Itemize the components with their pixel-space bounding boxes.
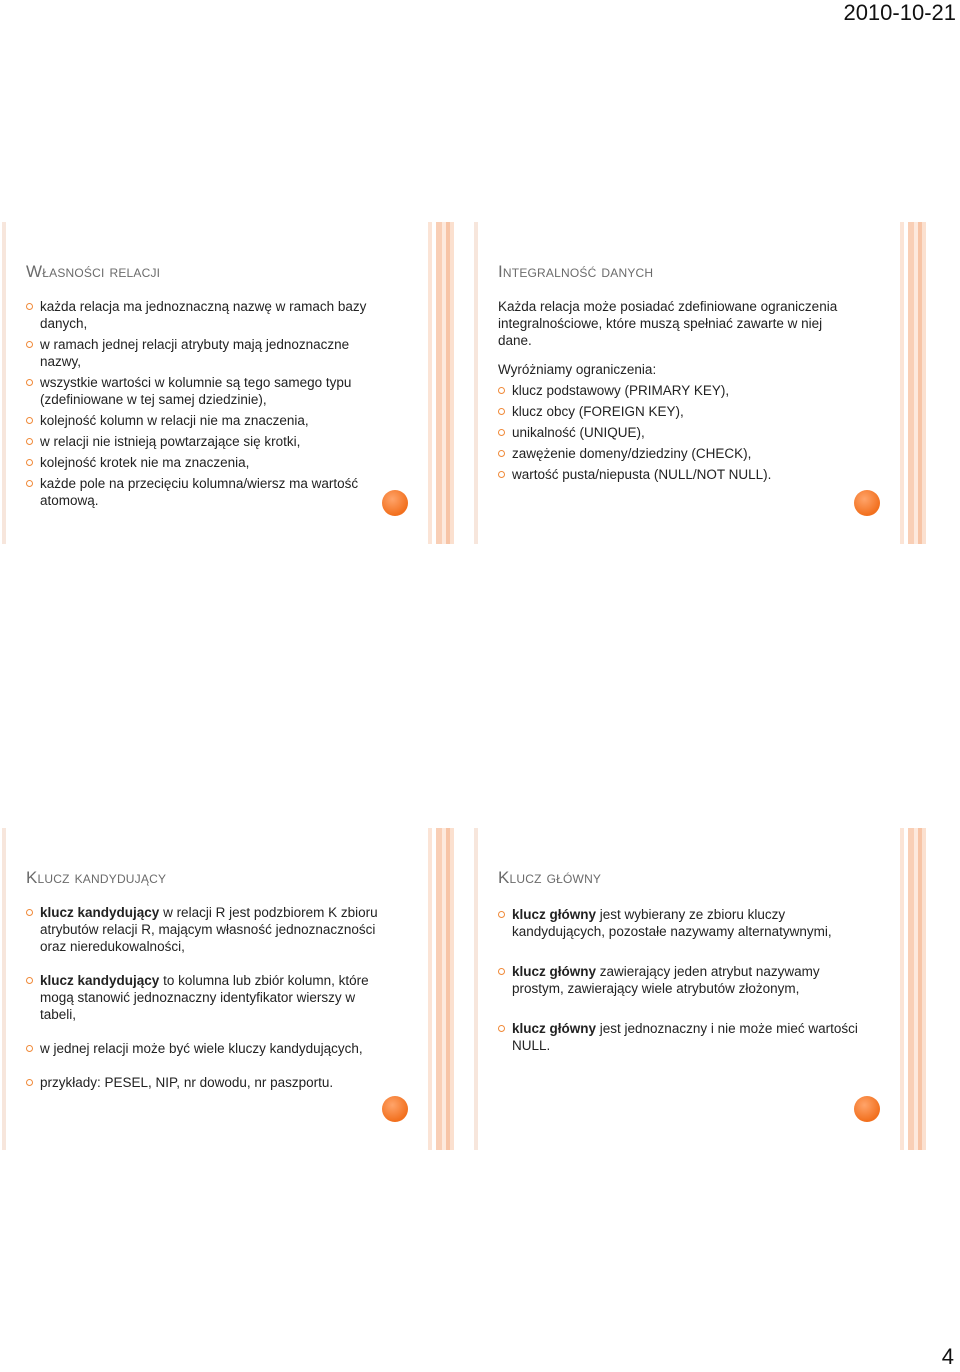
slide-left-edge	[474, 222, 478, 544]
bullet-circle-icon	[26, 303, 33, 310]
list-item-bold: klucz główny	[512, 964, 597, 979]
slide-decorative-stripes	[416, 828, 472, 1150]
slide-intro: Każda relacja może posiadać zdefiniowane ograniczenia integralnościowe, które muszą spełniać zawarte w niej dane.	[498, 299, 838, 348]
list-item-text: jest jednoznaczny i nie może mieć wartości NULL.	[512, 1021, 858, 1053]
bullet-circle-icon	[26, 480, 33, 487]
list-item	[498, 424, 848, 441]
list-item	[498, 906, 864, 940]
list-item	[26, 972, 392, 1023]
page-number: 4	[941, 1344, 954, 1369]
list-item	[498, 382, 848, 399]
list-item-text: zawierający jeden atrybut nazywamy prostym, zawierający wiele atrybutów złożonym,	[512, 964, 820, 996]
slide-subintro: Wyróżniamy ograniczenia:	[498, 362, 657, 377]
list-item	[26, 454, 392, 471]
bullet-circle-icon	[26, 977, 33, 984]
list-item-text: wartość pusta/niepusta (NULL/NOT NULL).	[512, 467, 772, 482]
list-item-text: klucz obcy (FOREIGN KEY),	[512, 404, 684, 419]
slide-wlasnosci-relacji	[2, 222, 472, 544]
slide-decorative-stripes	[888, 828, 944, 1150]
list-item-bold: klucz kandydujący	[40, 905, 160, 920]
list-item-text: w jednej relacji może być wiele kluczy kandydujących,	[40, 1041, 363, 1056]
orange-circle-icon	[854, 490, 880, 516]
list-item-text: przykłady: PESEL, NIP, nr dowodu, nr paszportu.	[40, 1075, 334, 1090]
list-item-text: w relacji nie istnieją powtarzające się krotki,	[40, 434, 301, 449]
slide-left-edge	[474, 828, 478, 1150]
slide-body	[26, 298, 392, 513]
list-item	[26, 298, 392, 332]
list-item	[26, 475, 392, 509]
list-item-bold: klucz główny	[512, 1021, 597, 1036]
list-item-bold: klucz główny	[512, 907, 597, 922]
bullet-list	[498, 382, 848, 483]
list-item	[26, 374, 392, 408]
list-item-text: to kolumna lub zbiór kolumn, które mogą stanowić jednoznaczny identyfikator wierszy w tabeli,	[40, 973, 369, 1022]
bullet-circle-icon	[498, 911, 505, 918]
list-item-text: kolejność kolumn w relacji nie ma znaczenia,	[40, 413, 309, 428]
list-item	[498, 403, 848, 420]
list-item	[26, 904, 392, 955]
list-item	[26, 412, 392, 429]
bullet-list	[26, 904, 392, 1091]
bullet-circle-icon	[26, 341, 33, 348]
list-item-text: wszystkie wartości w kolumnie są tego samego typu (zdefiniowane w tej samej dziedzinie),	[40, 375, 352, 407]
slide-body	[498, 298, 848, 487]
list-item	[26, 1074, 392, 1091]
bullet-circle-icon	[26, 438, 33, 445]
slide-title: Klucz główny	[498, 868, 602, 887]
list-item-text: każda relacja ma jednoznaczną nazwę w ramach bazy danych,	[40, 299, 367, 331]
list-item-text: każde pole na przecięciu kolumna/wiersz ma wartość atomową.	[40, 476, 359, 508]
slide-decorative-stripes	[416, 222, 472, 544]
bullet-circle-icon	[498, 450, 505, 457]
slide-body	[498, 906, 864, 1077]
slide-left-edge	[2, 222, 6, 544]
bullet-list	[498, 906, 864, 1054]
list-item-text: w ramach jednej relacji atrybuty mają jednoznaczne nazwy,	[40, 337, 350, 369]
bullet-circle-icon	[26, 909, 33, 916]
bullet-circle-icon	[498, 387, 505, 394]
slide-left-edge	[2, 828, 6, 1150]
list-item	[26, 1040, 392, 1057]
orange-circle-icon	[854, 1096, 880, 1122]
list-item	[498, 445, 848, 462]
bullet-circle-icon	[26, 459, 33, 466]
list-item-text: jest wybierany ze zbioru kluczy kandydujących, pozostałe nazywamy alternatywnymi,	[512, 907, 832, 939]
slide-klucz-glowny	[474, 828, 944, 1150]
slide-klucz-kandydujacy	[2, 828, 472, 1150]
list-item-text: klucz podstawowy (PRIMARY KEY),	[512, 383, 730, 398]
list-item-bold: klucz kandydujący	[40, 973, 160, 988]
list-item-text: kolejność krotek nie ma znaczenia,	[40, 455, 250, 470]
list-item	[498, 466, 848, 483]
bullet-circle-icon	[498, 1025, 505, 1032]
bullet-circle-icon	[26, 379, 33, 386]
list-item	[498, 1020, 864, 1054]
slide-body	[26, 904, 392, 1108]
slide-title: Własności relacji	[26, 262, 161, 281]
slide-title: Integralność danych	[498, 262, 654, 281]
list-item	[26, 433, 392, 450]
slide-integralnosc-danych	[474, 222, 944, 544]
bullet-circle-icon	[26, 1045, 33, 1052]
bullet-circle-icon	[26, 417, 33, 424]
bullet-circle-icon	[498, 968, 505, 975]
bullet-circle-icon	[498, 429, 505, 436]
slide-decorative-stripes	[888, 222, 944, 544]
bullet-circle-icon	[498, 471, 505, 478]
document-date: 2010-10-21	[843, 0, 956, 25]
list-item	[26, 336, 392, 370]
list-item-text: zawężenie domeny/dziedziny (CHECK),	[512, 446, 752, 461]
list-item	[498, 963, 864, 997]
bullet-circle-icon	[498, 408, 505, 415]
list-item-text: w relacji R jest podzbiorem K zbioru atrybutów relacji R, mającym własność jednoznaczności oraz nieredukowalności,	[40, 905, 378, 954]
bullet-circle-icon	[26, 1079, 33, 1086]
list-item-text: unikalność (UNIQUE),	[512, 425, 645, 440]
bullet-list	[26, 298, 392, 509]
slide-title: Klucz kandydujący	[26, 868, 167, 887]
